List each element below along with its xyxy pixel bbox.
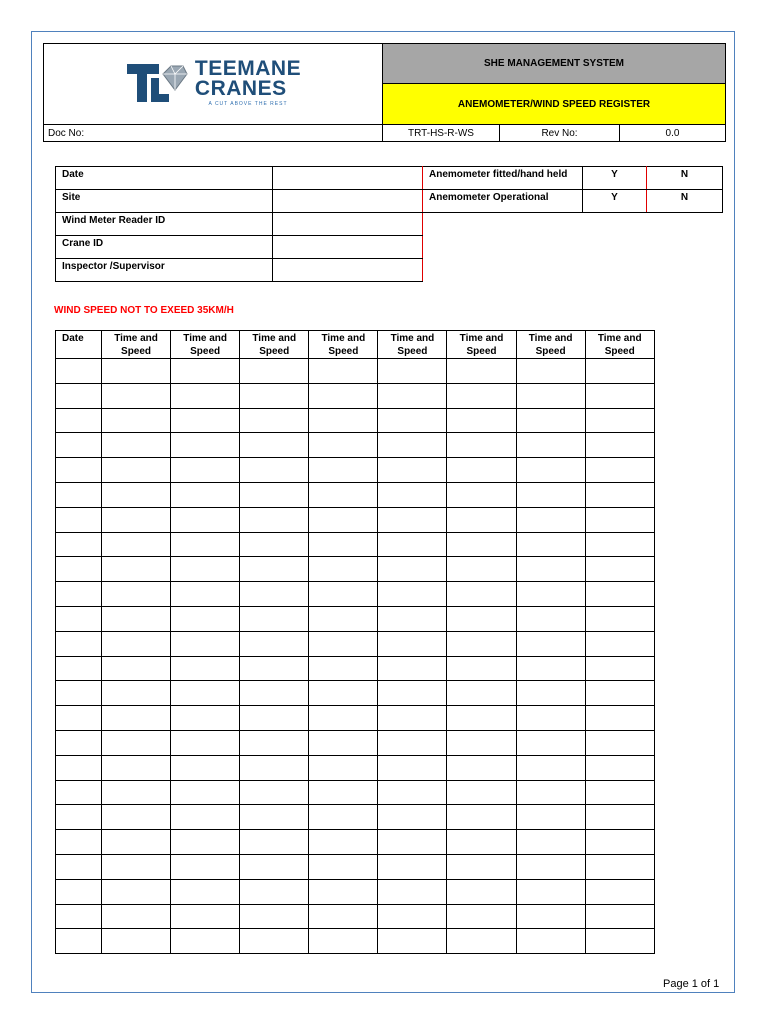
time-speed-cell[interactable] xyxy=(309,854,378,879)
date-cell[interactable] xyxy=(56,830,102,855)
time-speed-cell[interactable] xyxy=(102,830,171,855)
time-speed-cell[interactable] xyxy=(309,606,378,631)
time-speed-cell[interactable] xyxy=(240,433,309,458)
time-speed-cell[interactable] xyxy=(240,780,309,805)
time-speed-cell[interactable] xyxy=(516,507,585,532)
time-speed-cell[interactable] xyxy=(447,929,516,954)
info-value-inspector[interactable] xyxy=(273,259,423,282)
time-speed-cell[interactable] xyxy=(585,458,654,483)
time-speed-cell[interactable] xyxy=(171,929,240,954)
time-speed-cell[interactable] xyxy=(171,706,240,731)
check-label-fitted: Anemometer fitted/hand held xyxy=(423,167,583,190)
time-speed-cell[interactable] xyxy=(516,805,585,830)
time-speed-cell[interactable] xyxy=(447,805,516,830)
rev-no-value: 0.0 xyxy=(620,125,726,142)
time-speed-cell[interactable] xyxy=(378,631,447,656)
time-speed-cell[interactable] xyxy=(585,830,654,855)
check-fitted-yes[interactable]: Y xyxy=(583,167,647,190)
time-speed-cell[interactable] xyxy=(240,458,309,483)
header-line-1: Time and xyxy=(390,333,435,344)
time-speed-cell[interactable] xyxy=(447,706,516,731)
time-speed-cell[interactable] xyxy=(447,879,516,904)
time-speed-cell[interactable] xyxy=(447,631,516,656)
time-speed-cell[interactable] xyxy=(378,606,447,631)
page-number: Page 1 of 1 xyxy=(663,978,720,990)
time-speed-cell[interactable] xyxy=(516,830,585,855)
time-speed-cell[interactable] xyxy=(171,656,240,681)
time-speed-cell[interactable] xyxy=(378,582,447,607)
time-speed-cell[interactable] xyxy=(171,879,240,904)
time-speed-cell[interactable] xyxy=(447,582,516,607)
date-cell[interactable] xyxy=(56,557,102,582)
time-speed-cell[interactable] xyxy=(102,507,171,532)
time-speed-cell[interactable] xyxy=(309,656,378,681)
time-speed-cell[interactable] xyxy=(102,458,171,483)
time-speed-cell[interactable] xyxy=(585,433,654,458)
time-speed-cell[interactable] xyxy=(171,681,240,706)
time-speed-cell[interactable] xyxy=(309,879,378,904)
time-speed-cell[interactable] xyxy=(585,383,654,408)
time-speed-cell[interactable] xyxy=(516,706,585,731)
time-speed-cell[interactable] xyxy=(102,408,171,433)
header-line-1: Time and xyxy=(183,333,227,344)
time-speed-cell[interactable] xyxy=(378,532,447,557)
header-line-2: Speed xyxy=(604,346,635,357)
time-speed-cell[interactable] xyxy=(378,433,447,458)
info-label-inspector: Inspector /Supervisor xyxy=(56,259,273,282)
date-cell[interactable] xyxy=(56,805,102,830)
info-label-site: Site xyxy=(56,190,273,213)
info-value-reader-id[interactable] xyxy=(273,213,423,236)
time-speed-cell[interactable] xyxy=(309,582,378,607)
time-speed-cell[interactable] xyxy=(516,482,585,507)
time-speed-cell[interactable] xyxy=(171,557,240,582)
table-row xyxy=(56,730,655,755)
date-cell[interactable] xyxy=(56,879,102,904)
time-speed-cell[interactable] xyxy=(171,359,240,384)
table-row xyxy=(56,656,655,681)
wind-speed-warning: WIND SPEED NOT TO EXEED 35KM/H xyxy=(54,305,234,316)
time-speed-cell[interactable] xyxy=(378,458,447,483)
doc-no-value: TRT-HS-R-WS xyxy=(383,125,500,142)
date-cell[interactable] xyxy=(56,458,102,483)
table-row xyxy=(56,805,655,830)
time-speed-cell[interactable] xyxy=(378,408,447,433)
column-header-date: Date xyxy=(56,331,102,359)
time-speed-cell[interactable] xyxy=(240,805,309,830)
time-speed-cell[interactable] xyxy=(240,631,309,656)
time-speed-cell[interactable] xyxy=(585,606,654,631)
time-speed-cell[interactable] xyxy=(516,582,585,607)
time-speed-cell[interactable] xyxy=(378,854,447,879)
time-speed-cell[interactable] xyxy=(516,557,585,582)
time-speed-cell[interactable] xyxy=(447,482,516,507)
time-speed-cell[interactable] xyxy=(171,582,240,607)
table-row xyxy=(56,854,655,879)
table-row xyxy=(56,879,655,904)
time-speed-cell[interactable] xyxy=(378,805,447,830)
check-operational-yes[interactable]: Y xyxy=(583,190,647,213)
table-row xyxy=(56,408,655,433)
time-speed-cell[interactable] xyxy=(102,681,171,706)
time-speed-cell[interactable] xyxy=(516,730,585,755)
date-cell[interactable] xyxy=(56,631,102,656)
time-speed-cell[interactable] xyxy=(516,433,585,458)
table-row xyxy=(56,904,655,929)
check-operational-no[interactable]: N xyxy=(647,190,723,213)
time-speed-cell[interactable] xyxy=(309,805,378,830)
time-speed-cell[interactable] xyxy=(585,482,654,507)
table-row xyxy=(56,582,655,607)
time-speed-cell[interactable] xyxy=(309,359,378,384)
time-speed-cell[interactable] xyxy=(585,780,654,805)
time-speed-cell[interactable] xyxy=(447,755,516,780)
time-speed-cell[interactable] xyxy=(585,656,654,681)
time-speed-cell[interactable] xyxy=(447,780,516,805)
header-line-2: Speed xyxy=(397,346,428,357)
time-speed-cell[interactable] xyxy=(378,507,447,532)
logo-name-line1: TEEMANE xyxy=(194,57,302,81)
time-speed-cell[interactable] xyxy=(102,532,171,557)
time-speed-cell[interactable] xyxy=(516,606,585,631)
header-line-2: Speed xyxy=(328,346,359,357)
logo-tagline: A CUT ABOVE THE REST xyxy=(208,100,288,107)
time-speed-cell[interactable] xyxy=(516,879,585,904)
time-speed-cell[interactable] xyxy=(102,482,171,507)
date-cell[interactable] xyxy=(56,482,102,507)
time-speed-cell[interactable] xyxy=(309,904,378,929)
time-speed-cell[interactable] xyxy=(585,359,654,384)
column-header-time-speed xyxy=(516,331,585,359)
table-row xyxy=(56,433,655,458)
header-line-1: Time and xyxy=(528,333,573,344)
time-speed-cell[interactable] xyxy=(585,631,654,656)
time-speed-cell[interactable] xyxy=(102,606,171,631)
column-header-time-speed xyxy=(447,331,516,359)
time-speed-cell[interactable] xyxy=(240,854,309,879)
column-header-time-speed xyxy=(585,331,654,359)
time-speed-cell[interactable] xyxy=(309,755,378,780)
date-cell[interactable] xyxy=(56,507,102,532)
time-speed-cell[interactable] xyxy=(240,557,309,582)
time-speed-cell[interactable] xyxy=(378,904,447,929)
header-line-2: Speed xyxy=(259,346,290,357)
time-speed-cell[interactable] xyxy=(102,805,171,830)
time-speed-cell[interactable] xyxy=(447,606,516,631)
time-speed-cell[interactable] xyxy=(240,879,309,904)
time-speed-cell[interactable] xyxy=(378,557,447,582)
time-speed-cell[interactable] xyxy=(102,582,171,607)
time-speed-cell[interactable] xyxy=(585,929,654,954)
time-speed-cell[interactable] xyxy=(171,830,240,855)
table-row xyxy=(56,507,655,532)
time-speed-cell[interactable] xyxy=(378,482,447,507)
time-speed-cell[interactable] xyxy=(378,681,447,706)
table-row xyxy=(56,929,655,954)
date-cell[interactable] xyxy=(56,854,102,879)
time-speed-cell[interactable] xyxy=(447,458,516,483)
info-value-date[interactable] xyxy=(273,167,423,190)
time-speed-cell[interactable] xyxy=(585,879,654,904)
info-label-crane-id: Crane ID xyxy=(56,236,273,259)
time-speed-cell[interactable] xyxy=(378,879,447,904)
time-speed-cell[interactable] xyxy=(309,482,378,507)
table-row xyxy=(56,557,655,582)
date-cell[interactable] xyxy=(56,408,102,433)
date-cell[interactable] xyxy=(56,656,102,681)
date-cell[interactable] xyxy=(56,582,102,607)
time-speed-cell[interactable] xyxy=(585,706,654,731)
time-speed-cell[interactable] xyxy=(240,408,309,433)
time-speed-cell[interactable] xyxy=(378,383,447,408)
time-speed-cell[interactable] xyxy=(516,929,585,954)
time-speed-cell[interactable] xyxy=(585,507,654,532)
time-speed-cell[interactable] xyxy=(171,433,240,458)
time-speed-cell[interactable] xyxy=(309,557,378,582)
table-row xyxy=(56,631,655,656)
time-speed-cell[interactable] xyxy=(240,681,309,706)
time-speed-cell[interactable] xyxy=(378,830,447,855)
time-speed-cell[interactable] xyxy=(171,780,240,805)
table-row xyxy=(56,830,655,855)
table-row xyxy=(56,359,655,384)
date-cell[interactable] xyxy=(56,433,102,458)
table-row xyxy=(56,458,655,483)
time-speed-cell[interactable] xyxy=(516,755,585,780)
time-speed-cell[interactable] xyxy=(516,631,585,656)
time-speed-cell[interactable] xyxy=(240,929,309,954)
time-speed-cell[interactable] xyxy=(447,408,516,433)
time-speed-cell[interactable] xyxy=(378,730,447,755)
time-speed-cell[interactable] xyxy=(447,532,516,557)
rev-no-label: Rev No: xyxy=(500,125,620,142)
time-speed-cell[interactable] xyxy=(102,755,171,780)
time-speed-cell[interactable] xyxy=(585,755,654,780)
time-speed-cell[interactable] xyxy=(447,557,516,582)
time-speed-cell[interactable] xyxy=(585,532,654,557)
time-speed-cell[interactable] xyxy=(102,433,171,458)
header-line-1: Time and xyxy=(597,333,642,344)
time-speed-cell[interactable] xyxy=(171,408,240,433)
header-line-1: Time and xyxy=(252,333,297,344)
time-speed-cell[interactable] xyxy=(171,755,240,780)
crane-logo-icon xyxy=(125,60,189,106)
document-title: ANEMOMETER/WIND SPEED REGISTER xyxy=(383,84,726,125)
time-speed-cell[interactable] xyxy=(240,507,309,532)
time-speed-cell[interactable] xyxy=(240,656,309,681)
time-speed-cell[interactable] xyxy=(447,507,516,532)
header-line-2: Speed xyxy=(121,346,152,357)
time-speed-cell[interactable] xyxy=(516,681,585,706)
time-speed-cell[interactable] xyxy=(102,359,171,384)
time-speed-cell[interactable] xyxy=(171,631,240,656)
time-speed-cell[interactable] xyxy=(378,656,447,681)
time-speed-cell[interactable] xyxy=(378,929,447,954)
system-name: SHE MANAGEMENT SYSTEM xyxy=(383,44,726,84)
time-speed-cell[interactable] xyxy=(309,408,378,433)
date-cell[interactable] xyxy=(56,755,102,780)
logo-name-line2: CRANES xyxy=(194,77,287,101)
time-speed-cell[interactable] xyxy=(585,854,654,879)
time-speed-cell[interactable] xyxy=(585,557,654,582)
table-row xyxy=(56,532,655,557)
time-speed-cell[interactable] xyxy=(516,904,585,929)
time-speed-cell[interactable] xyxy=(240,730,309,755)
time-speed-cell[interactable] xyxy=(516,854,585,879)
time-speed-cell[interactable] xyxy=(171,904,240,929)
time-speed-cell[interactable] xyxy=(309,780,378,805)
time-speed-cell[interactable] xyxy=(447,830,516,855)
column-header-time-speed xyxy=(240,331,309,359)
time-speed-cell[interactable] xyxy=(309,433,378,458)
date-cell[interactable] xyxy=(56,904,102,929)
time-speed-cell[interactable] xyxy=(309,532,378,557)
column-header-time-speed xyxy=(378,331,447,359)
table-row xyxy=(56,706,655,731)
info-value-site[interactable] xyxy=(273,190,423,213)
column-header-time-speed xyxy=(309,331,378,359)
time-speed-cell[interactable] xyxy=(447,359,516,384)
logo-cell xyxy=(44,44,383,125)
time-speed-cell[interactable] xyxy=(240,532,309,557)
time-speed-cell[interactable] xyxy=(240,904,309,929)
time-speed-cell[interactable] xyxy=(240,830,309,855)
time-speed-cell[interactable] xyxy=(447,681,516,706)
date-cell[interactable] xyxy=(56,532,102,557)
date-cell[interactable] xyxy=(56,706,102,731)
table-row xyxy=(56,606,655,631)
time-speed-cell[interactable] xyxy=(585,805,654,830)
time-speed-cell[interactable] xyxy=(516,408,585,433)
time-speed-cell[interactable] xyxy=(447,383,516,408)
time-speed-cell[interactable] xyxy=(171,730,240,755)
date-cell[interactable] xyxy=(56,383,102,408)
time-speed-cell[interactable] xyxy=(102,383,171,408)
date-cell[interactable] xyxy=(56,681,102,706)
column-header-time-speed xyxy=(171,331,240,359)
time-speed-cell[interactable] xyxy=(171,507,240,532)
time-speed-cell[interactable] xyxy=(240,582,309,607)
info-table xyxy=(55,166,723,282)
time-speed-cell[interactable] xyxy=(102,780,171,805)
header-line-1: Time and xyxy=(114,333,158,344)
column-header-time-speed xyxy=(102,331,171,359)
time-speed-cell[interactable] xyxy=(171,458,240,483)
time-speed-cell[interactable] xyxy=(585,582,654,607)
time-speed-cell[interactable] xyxy=(378,755,447,780)
wind-speed-register-table xyxy=(55,330,655,954)
time-speed-cell[interactable] xyxy=(240,706,309,731)
time-speed-cell[interactable] xyxy=(378,359,447,384)
time-speed-cell[interactable] xyxy=(102,904,171,929)
time-speed-cell[interactable] xyxy=(240,606,309,631)
info-label-date: Date xyxy=(56,167,273,190)
time-speed-cell[interactable] xyxy=(309,631,378,656)
time-speed-cell[interactable] xyxy=(102,557,171,582)
time-speed-cell[interactable] xyxy=(240,482,309,507)
info-label-reader-id: Wind Meter Reader ID xyxy=(56,213,273,236)
time-speed-cell[interactable] xyxy=(447,656,516,681)
time-speed-cell[interactable] xyxy=(102,656,171,681)
time-speed-cell[interactable] xyxy=(309,730,378,755)
time-speed-cell[interactable] xyxy=(447,904,516,929)
date-cell[interactable] xyxy=(56,730,102,755)
time-speed-cell[interactable] xyxy=(102,631,171,656)
time-speed-cell[interactable] xyxy=(171,532,240,557)
header-line-2: Speed xyxy=(466,346,497,357)
table-row xyxy=(56,383,655,408)
doc-no-label: Doc No: xyxy=(44,125,383,142)
header-line-1: Time and xyxy=(459,333,504,344)
time-speed-cell[interactable] xyxy=(102,854,171,879)
header-line-1: Time and xyxy=(321,333,366,344)
info-value-crane-id[interactable] xyxy=(273,236,423,259)
header-line-2: Speed xyxy=(190,346,221,357)
time-speed-cell[interactable] xyxy=(171,606,240,631)
table-row xyxy=(56,681,655,706)
date-cell[interactable] xyxy=(56,359,102,384)
time-speed-cell[interactable] xyxy=(309,929,378,954)
time-speed-cell[interactable] xyxy=(378,706,447,731)
time-speed-cell[interactable] xyxy=(102,730,171,755)
table-row xyxy=(56,755,655,780)
time-speed-cell[interactable] xyxy=(516,458,585,483)
date-cell[interactable] xyxy=(56,780,102,805)
check-label-operational: Anemometer Operational xyxy=(423,190,583,213)
time-speed-cell[interactable] xyxy=(516,383,585,408)
time-speed-cell[interactable] xyxy=(447,433,516,458)
time-speed-cell[interactable] xyxy=(585,681,654,706)
time-speed-cell[interactable] xyxy=(516,656,585,681)
time-speed-cell[interactable] xyxy=(171,482,240,507)
time-speed-cell[interactable] xyxy=(240,755,309,780)
time-speed-cell[interactable] xyxy=(585,730,654,755)
check-fitted-no[interactable]: N xyxy=(647,167,723,190)
header-line-2: Speed xyxy=(535,346,566,357)
time-speed-cell[interactable] xyxy=(171,805,240,830)
time-speed-cell[interactable] xyxy=(516,532,585,557)
time-speed-cell[interactable] xyxy=(240,383,309,408)
time-speed-cell[interactable] xyxy=(171,383,240,408)
time-speed-cell[interactable] xyxy=(309,681,378,706)
document-header xyxy=(43,43,726,142)
time-speed-cell[interactable] xyxy=(447,730,516,755)
time-speed-cell[interactable] xyxy=(171,854,240,879)
time-speed-cell[interactable] xyxy=(585,408,654,433)
company-logo xyxy=(125,59,301,107)
time-speed-cell[interactable] xyxy=(447,854,516,879)
time-speed-cell[interactable] xyxy=(309,830,378,855)
date-cell[interactable] xyxy=(56,606,102,631)
date-cell[interactable] xyxy=(56,929,102,954)
time-speed-cell[interactable] xyxy=(309,458,378,483)
table-row xyxy=(56,482,655,507)
time-speed-cell[interactable] xyxy=(378,780,447,805)
table-row xyxy=(56,780,655,805)
time-speed-cell[interactable] xyxy=(516,780,585,805)
time-speed-cell[interactable] xyxy=(516,359,585,384)
time-speed-cell[interactable] xyxy=(309,507,378,532)
time-speed-cell[interactable] xyxy=(309,706,378,731)
time-speed-cell[interactable] xyxy=(240,359,309,384)
time-speed-cell[interactable] xyxy=(309,383,378,408)
time-speed-cell[interactable] xyxy=(102,879,171,904)
time-speed-cell[interactable] xyxy=(102,706,171,731)
time-speed-cell[interactable] xyxy=(585,904,654,929)
time-speed-cell[interactable] xyxy=(102,929,171,954)
